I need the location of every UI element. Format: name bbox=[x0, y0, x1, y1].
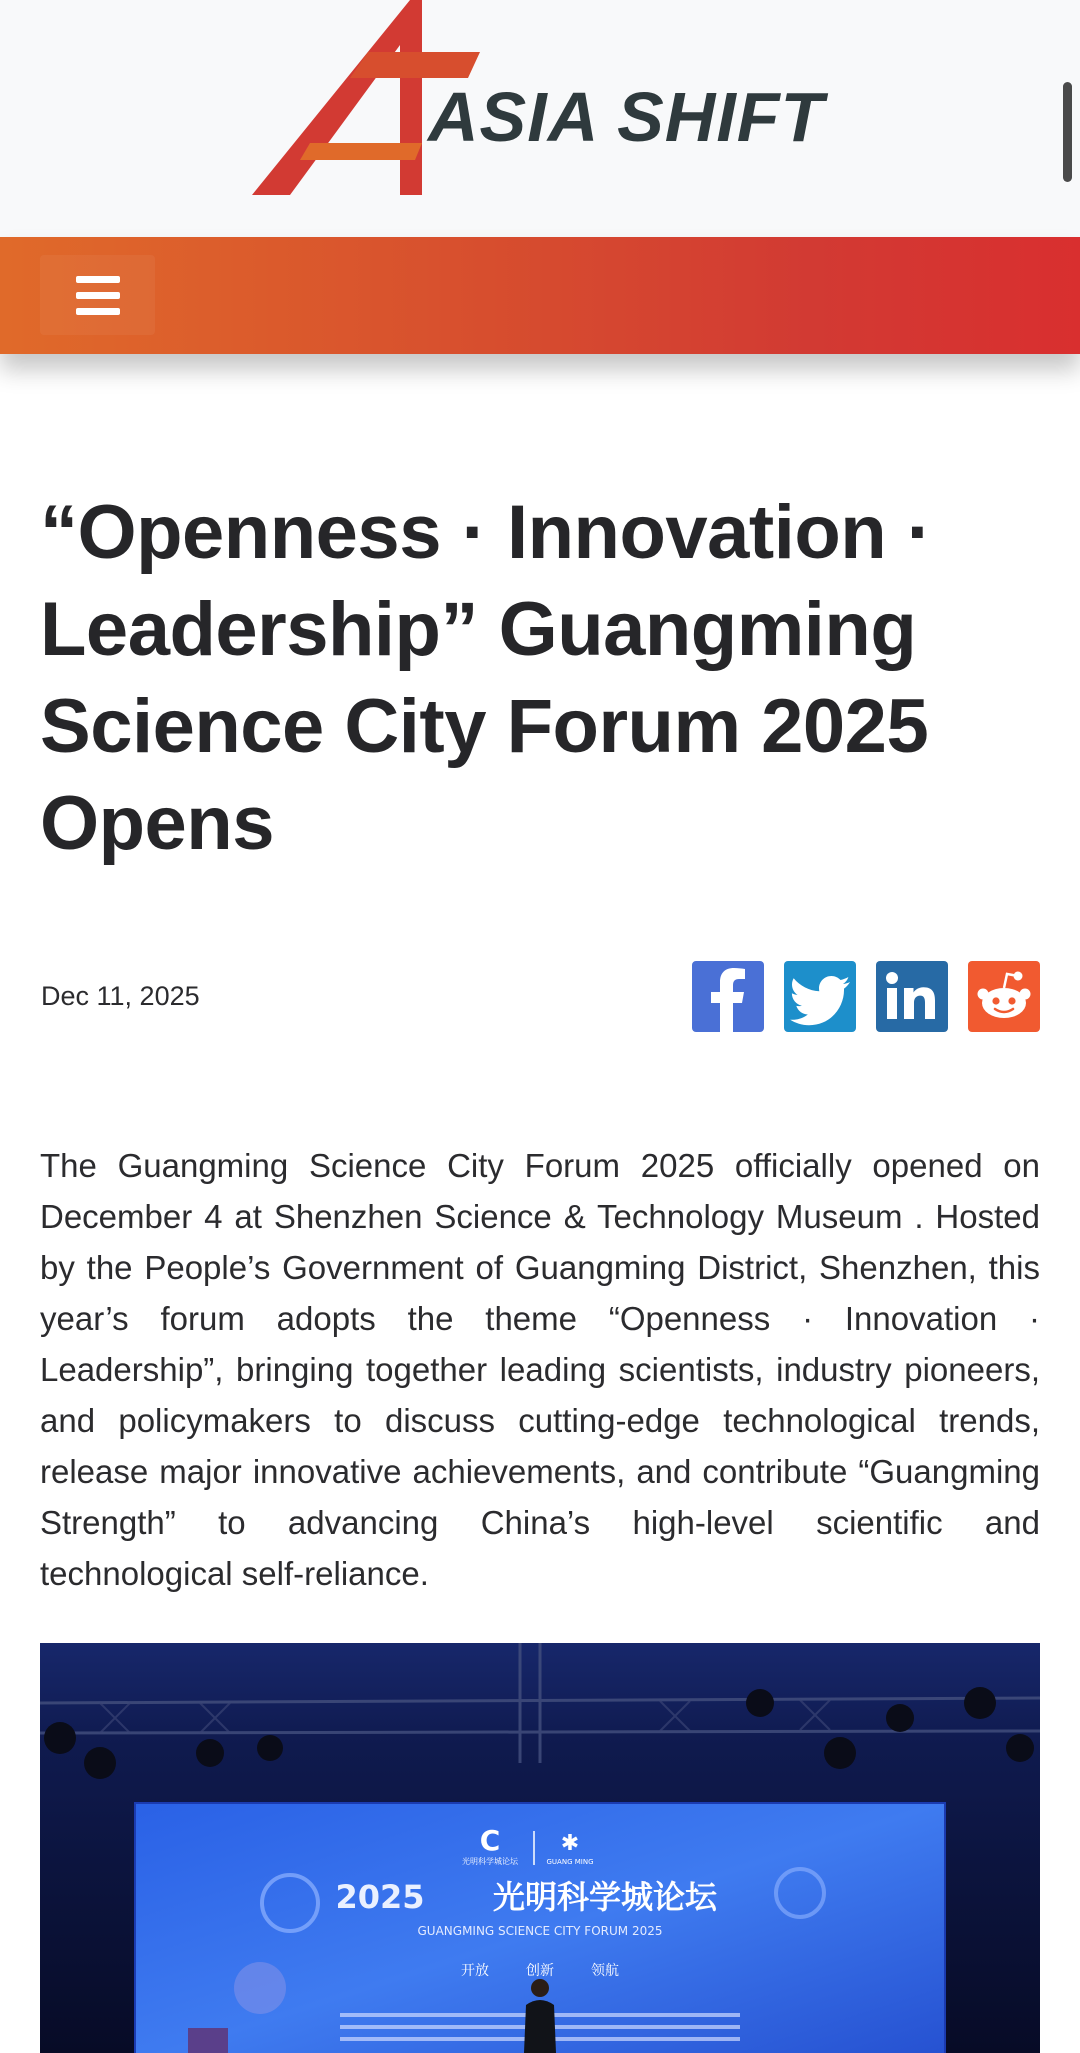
article-title: “Openness · Innovation · Leadership” Guangming Science City Forum 2025 Opens bbox=[40, 490, 932, 866]
photo-title-year: 2025 bbox=[335, 1878, 425, 1916]
svg-text:✱: ✱ bbox=[560, 1831, 580, 1856]
main-nav bbox=[0, 237, 1080, 354]
page-scrollbar[interactable] bbox=[1063, 82, 1072, 182]
menu-line bbox=[76, 308, 120, 315]
article-photo bbox=[40, 1643, 1040, 2053]
article-body: The Guangming Science City Forum 2025 officially opened on December 4 at Shenzhen Science & Technology Museum . Hosted by the People’s Government of Guangming District, Shenzhen, this year’s forum adopts the theme “Openness · Innovation · Leadership”, bringing together leading scientists, industry pioneers, and policymakers to discuss cutting-edge technological trends, release major innovative achievements, and contribute “Guangming Strength” to advancing China’s high-level scientific and technological self-reliance. bbox=[40, 1147, 1040, 1592]
photo-title-en: GUANGMING SCIENCE CITY FORUM 2025 bbox=[417, 1924, 663, 1938]
reddit-icon bbox=[968, 961, 1040, 1032]
forum-stage-photo bbox=[40, 1643, 1040, 2053]
photo-theme-2: 创新 bbox=[526, 1963, 554, 1979]
facebook-icon bbox=[692, 961, 764, 1032]
article-date: Dec 11, 2025 bbox=[41, 981, 200, 1011]
site-name: ASIA SHIFT bbox=[428, 78, 825, 156]
menu-line bbox=[76, 292, 120, 299]
site-header bbox=[0, 0, 1080, 237]
menu-line bbox=[76, 276, 120, 283]
photo-theme-3: 领航 bbox=[591, 1963, 619, 1979]
reddit-share-button[interactable] bbox=[968, 961, 1040, 1032]
photo-logo-right: GUANG MING bbox=[546, 1858, 594, 1866]
linkedin-icon bbox=[876, 961, 948, 1032]
linkedin-share-button[interactable] bbox=[876, 961, 948, 1032]
photo-theme-1: 开放 bbox=[461, 1963, 489, 1979]
photo-logo-left: 光明科学城论坛 bbox=[462, 1857, 518, 1866]
photo-title-cn: 光明科学城论坛 bbox=[492, 1878, 718, 1916]
facebook-share-button[interactable] bbox=[692, 961, 764, 1032]
twitter-share-button[interactable] bbox=[784, 961, 856, 1032]
hamburger-menu-icon[interactable] bbox=[40, 255, 155, 335]
twitter-icon bbox=[784, 961, 856, 1032]
svg-text:C: C bbox=[479, 1824, 501, 1857]
